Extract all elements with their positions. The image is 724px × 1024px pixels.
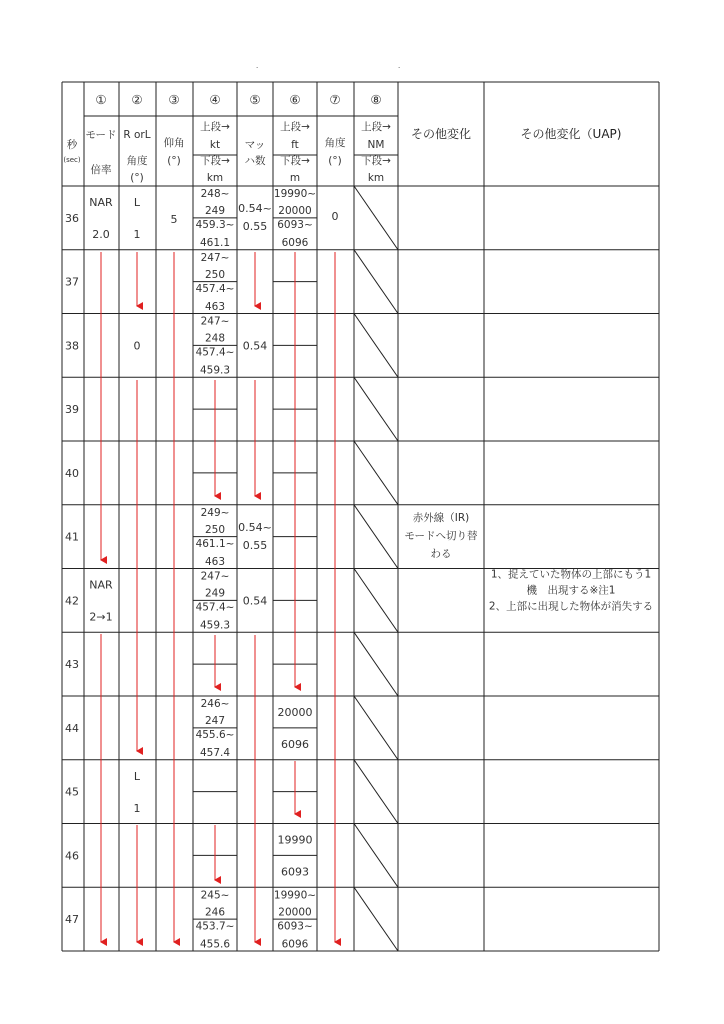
speed-kt-line1: 245~	[200, 889, 230, 902]
table-body	[65, 188, 653, 950]
mach-line2: 0.55	[242, 220, 268, 233]
header-mode: モード	[85, 129, 117, 141]
header-mach-2: ハ数	[244, 155, 266, 167]
header-other-changes-uap: その他変化（UAP)	[520, 127, 622, 141]
header-altitude-top: 上段→	[280, 121, 310, 133]
speed-km-line1: 459.3~	[195, 219, 235, 231]
other-change-line3: わる	[430, 547, 452, 560]
header-distance-top-unit: NM	[367, 139, 385, 151]
rl-value: 0	[133, 339, 141, 353]
table-header	[63, 92, 621, 184]
rl-angle: 1	[133, 228, 141, 241]
rl-direction: L	[133, 196, 141, 209]
altitude-m-line1: 6093~	[277, 920, 313, 933]
header-distance-bottom: 下段→	[361, 155, 391, 167]
speed-kt-line2: 249	[204, 205, 226, 217]
distance-diagonal-10	[354, 824, 398, 888]
header-elevation-unit: (°)	[167, 155, 181, 167]
row-seconds: 39	[65, 403, 79, 417]
top-mark-1: .	[256, 62, 259, 70]
speed-km-line2: 455.6	[199, 938, 231, 951]
row-seconds: 45	[65, 785, 79, 799]
header-other-changes: その他変化	[410, 127, 472, 141]
speed-kt-line1: 248~	[200, 188, 230, 200]
col-number-5: ⑤	[249, 92, 261, 107]
speed-kt-line2: 247	[204, 715, 226, 727]
speed-km-line1: 457.4~	[195, 601, 235, 614]
speed-kt-line1: 247~	[200, 315, 230, 328]
speed-km-line1: 457.4~	[195, 282, 235, 295]
distance-diagonal-1	[354, 250, 398, 314]
uap-change-line2: 機 出現する※注1	[526, 584, 616, 597]
speed-km-line2: 459.3	[199, 364, 231, 377]
other-change-line1: 赤外線（IR)	[412, 511, 470, 524]
magnification-value: 2.0	[92, 228, 110, 241]
row-seconds: 37	[65, 275, 79, 289]
col-number-1: ①	[95, 92, 107, 107]
speed-km-line2: 463	[204, 300, 226, 313]
col-number-7: ⑦	[329, 92, 341, 107]
distance-diagonal-2	[354, 314, 398, 378]
altitude-ft-line1: 19990~	[273, 188, 317, 200]
header-altitude-top-unit: ft	[291, 139, 299, 151]
mach-line1: 0.54~	[238, 520, 272, 534]
speed-kt-line2: 250	[204, 523, 226, 536]
col-number-8: ⑧	[370, 92, 382, 107]
row-seconds: 36	[65, 211, 79, 225]
distance-diagonal-7	[354, 632, 398, 696]
row-seconds: 41	[65, 530, 79, 544]
distance-diagonal-4	[354, 441, 398, 505]
uap-change-line3: 2、上部に出現した物体が消失する	[488, 600, 654, 613]
speed-kt-line2: 246	[204, 906, 226, 919]
speed-km-line1: 457.4~	[195, 346, 235, 359]
col-number-3: ③	[168, 92, 180, 107]
col-number-6: ⑥	[289, 92, 301, 107]
distance-diagonal-6	[354, 569, 398, 633]
row-seconds: 38	[65, 339, 79, 353]
row-seconds: 46	[65, 849, 79, 863]
speed-km-line2: 457.4	[199, 747, 231, 759]
header-mach: マッ	[244, 139, 266, 151]
speed-kt-line1: 247~	[200, 570, 230, 583]
altitude-m-value: 6093	[281, 865, 309, 879]
col-number-2: ②	[131, 92, 143, 107]
speed-km-line1: 461.1~	[195, 537, 235, 550]
mach-line1: 0.54~	[238, 202, 272, 215]
header-speed-top: 上段→	[200, 121, 230, 133]
speed-kt-line2: 249	[204, 587, 226, 600]
row-seconds: 44	[65, 721, 79, 735]
speed-kt-line1: 247~	[200, 251, 230, 264]
header-r-or-l: R orL	[123, 129, 151, 141]
distance-diagonal-9	[354, 760, 398, 824]
header-angle: 角度	[324, 137, 346, 149]
distance-diagonal-3	[354, 377, 398, 441]
row-seconds: 40	[65, 466, 79, 480]
altitude-m-line2: 6096	[281, 237, 309, 249]
row-seconds: 42	[65, 594, 79, 608]
row-seconds: 43	[65, 658, 79, 672]
speed-km-line2: 461.1	[199, 237, 231, 249]
header-distance-top: 上段→	[361, 121, 391, 133]
altitude-ft-line1: 19990~	[273, 889, 317, 902]
header-magnification: 倍率	[90, 164, 112, 176]
altitude-ft-value: 20000	[277, 706, 313, 719]
header-seconds: 秒	[66, 139, 78, 151]
mode-value: NAR	[89, 578, 113, 592]
mode-value: NAR	[89, 196, 113, 209]
distance-diagonal-5	[354, 505, 398, 569]
rl-angle: 1	[133, 801, 141, 815]
speed-km-line2: 459.3	[199, 619, 231, 632]
distance-diagonal-11	[354, 887, 398, 951]
header-rl-angle: 角度	[126, 155, 148, 167]
mach-value: 0.54	[242, 339, 268, 353]
top-mark-2: .	[398, 62, 401, 70]
speed-km-line2: 463	[204, 555, 226, 568]
speed-kt-line2: 250	[204, 268, 226, 281]
magnification-value: 2→1	[89, 610, 113, 624]
altitude-m-line1: 6093~	[277, 219, 313, 231]
speed-km-line1: 455.6~	[195, 729, 235, 741]
col-number-4: ④	[209, 92, 221, 107]
table-grid	[62, 82, 659, 951]
header-rl-angle-unit: (°)	[130, 172, 144, 184]
header-speed-bottom: 下段→	[200, 155, 230, 167]
header-speed-top-unit: kt	[209, 139, 221, 151]
altitude-ft-value: 19990	[277, 833, 313, 847]
altitude-m-value: 6096	[281, 738, 309, 751]
rl-direction: L	[133, 769, 141, 783]
header-elevation: 仰角	[163, 137, 185, 149]
mach-line2: 0.55	[242, 538, 268, 552]
altitude-ft-line2: 20000	[278, 205, 312, 217]
header-distance-bottom-unit: km	[367, 172, 385, 184]
angle-value: 0	[331, 210, 339, 223]
uap-change-line1: 1、捉えていた物体の上部にもう1	[490, 568, 652, 581]
header-seconds-unit: (sec)	[63, 156, 81, 164]
other-change-line2: モードへ切り替	[404, 529, 478, 542]
header-angle-unit: (°)	[328, 155, 342, 167]
distance-diagonal-8	[354, 696, 398, 760]
header-altitude-bottom: 下段→	[280, 155, 310, 167]
distance-diagonal-0	[354, 186, 398, 250]
row-seconds: 47	[65, 913, 79, 927]
speed-kt-line1: 249~	[200, 506, 230, 519]
speed-km-line1: 453.7~	[195, 920, 235, 933]
header-altitude-bottom-unit: m	[289, 172, 301, 184]
speed-kt-line2: 248	[204, 332, 226, 345]
elevation-value: 5	[170, 213, 178, 226]
altitude-m-line2: 6096	[281, 938, 309, 951]
altitude-ft-line2: 20000	[278, 906, 312, 919]
mach-value: 0.54	[242, 594, 268, 608]
header-speed-bottom-unit: km	[206, 172, 224, 184]
speed-kt-line1: 246~	[200, 698, 230, 710]
